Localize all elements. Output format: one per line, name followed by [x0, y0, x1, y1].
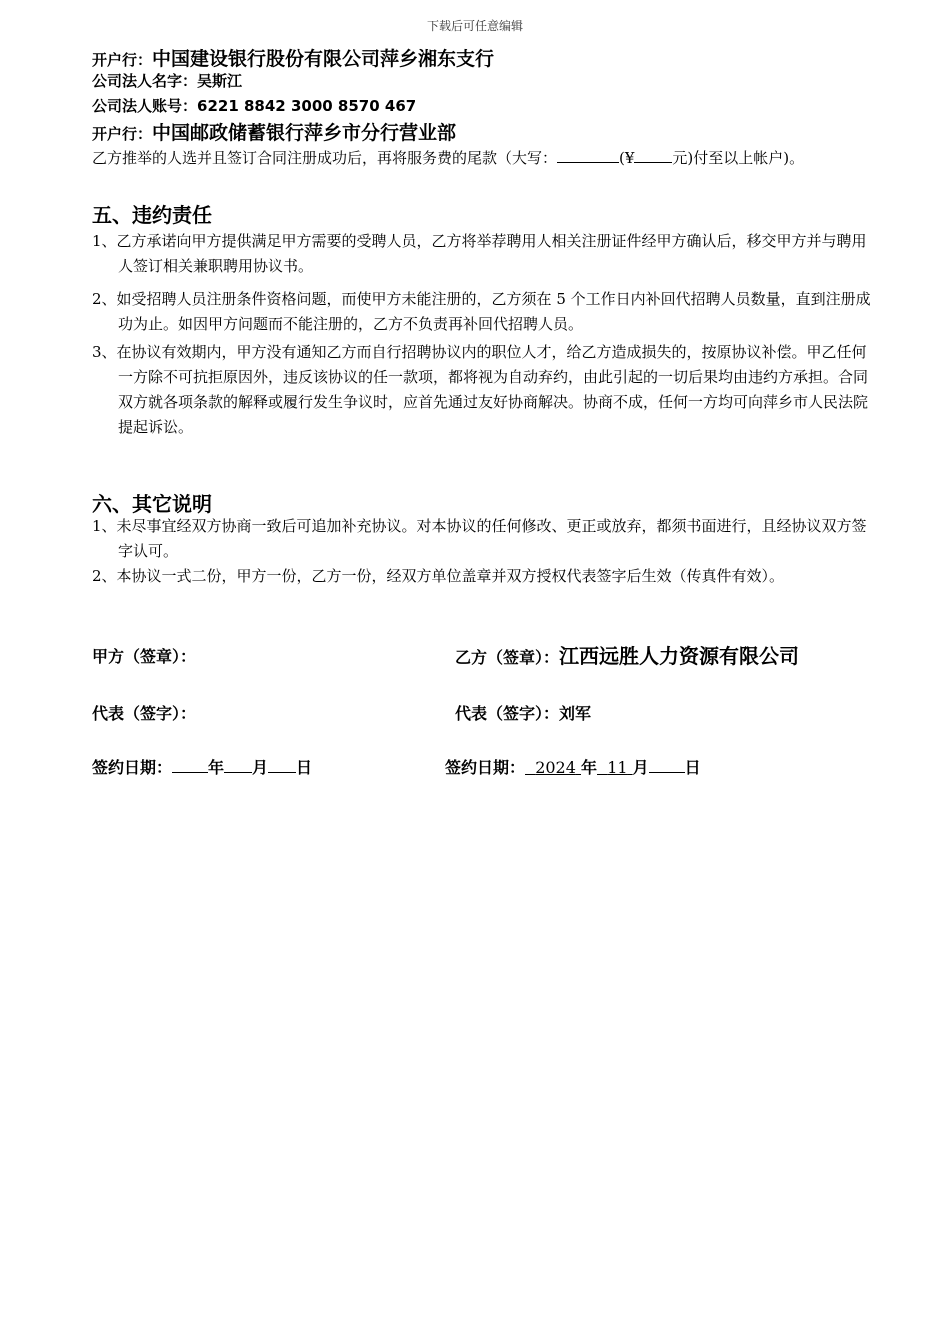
- legal-account-line: [92, 95, 416, 116]
- section-5-item: 2、如受招聘人员注册条件资格问题，而使甲方未能注册的，乙方须在 5 个工作日内补回代招聘人员数量，直到注册成功为止。如因甲方问题而不能注册的，乙方不负责再补回代招聘人员。: [92, 290, 871, 333]
- date-label: 签约日期：: [92, 758, 173, 777]
- day-blank: [649, 756, 685, 773]
- party-b-seal-label: 乙方（签章）：: [455, 648, 560, 667]
- account-value: 6221 8842 3000 8570 467: [197, 97, 417, 115]
- day-unit: 日: [296, 758, 313, 777]
- legal-person-name-line: [92, 70, 242, 91]
- date-label: 签约日期：: [445, 758, 526, 777]
- bank-name: 中国建设银行股份有限公司萍乡湘东支行: [152, 48, 495, 70]
- day-blank: [268, 756, 296, 773]
- rep-b: [455, 701, 591, 724]
- year-blank: [172, 756, 208, 773]
- section-6-item: 1、未尽事宜经双方协商一致后可追加补充协议。对本协议的任何修改、更正或放弃，都须书面进行，且经协议双方签字认可。: [92, 517, 867, 560]
- payment-paragraph: [92, 146, 872, 171]
- legal-name-label: 公司法人名字：: [92, 72, 198, 90]
- bank-name: 中国邮政储蓄银行萍乡市分行营业部: [152, 122, 457, 144]
- year-value-text: 2024: [535, 758, 576, 777]
- bank-line-2: [92, 118, 456, 145]
- party-b-company-name: 江西远胜人力资源有限公司: [559, 644, 800, 668]
- bank-label: 开户行：: [92, 125, 153, 143]
- payment-text-1: 乙方推举的人选并且签订合同注册成功后，再将服务费的尾款（大写：: [92, 149, 558, 167]
- payment-text-2: (¥: [619, 149, 635, 167]
- month-value-text: 11: [607, 758, 628, 777]
- party-b-seal: [455, 640, 799, 669]
- party-a-seal-label: 甲方（签章）：: [92, 647, 197, 666]
- section-5-title: 五、违约责任: [92, 203, 212, 227]
- account-label: 公司法人账号：: [92, 97, 198, 115]
- legal-name-value: 吴斯江: [197, 72, 243, 90]
- month-unit: 月: [252, 758, 269, 777]
- year-unit: 年: [581, 758, 598, 777]
- section-5-item: 3、在协议有效期内，甲方没有通知乙方而自行招聘协议内的职位人才，给乙方造成损失的，按原协议补偿。甲乙任何一方除不可抗拒原因外，违反该协议的任一款项，都将视为自动弃约，由此引起的一切后果均由违约方承担。合同双方就各项条款的解释或履行发生争议时，应首先通过友好协商解决。协商不成，任何一方均可向萍乡市人民法院提起诉讼。: [92, 343, 869, 436]
- year-value: [525, 758, 581, 777]
- amount-words-blank: [557, 146, 619, 163]
- section-6-title: 六、其它说明: [92, 492, 212, 516]
- payment-text-3: 元)付至以上帐户)。: [672, 149, 805, 167]
- day-unit: 日: [684, 758, 701, 777]
- month-value: [597, 758, 633, 777]
- rep-a-label: 代表（签字）：: [92, 704, 197, 723]
- section-5-item: 1、乙方承诺向甲方提供满足甲方需要的受聘人员，乙方将举荐聘用人相关注册证件经甲方确认后，移交甲方并与聘用人签订相关兼职聘用协议书。: [92, 232, 867, 275]
- rep-b-label: 代表（签字）：: [455, 704, 560, 723]
- rep-b-name: 刘军: [559, 704, 592, 723]
- party-a-date: [92, 755, 312, 778]
- bank-line-1: [92, 44, 494, 71]
- amount-number-blank: [634, 146, 672, 163]
- month-unit: 月: [632, 758, 649, 777]
- section-6-item: 2、本协议一式二份，甲方一份，乙方一份，经双方单位盖章并双方授权代表签字后生效（传真件有效）。: [92, 567, 785, 585]
- month-blank: [224, 756, 252, 773]
- bank-label: 开户行：: [92, 51, 153, 69]
- header-note: 下载后可任意编辑: [426, 19, 523, 33]
- party-b-date: [445, 755, 701, 778]
- year-unit: 年: [208, 758, 225, 777]
